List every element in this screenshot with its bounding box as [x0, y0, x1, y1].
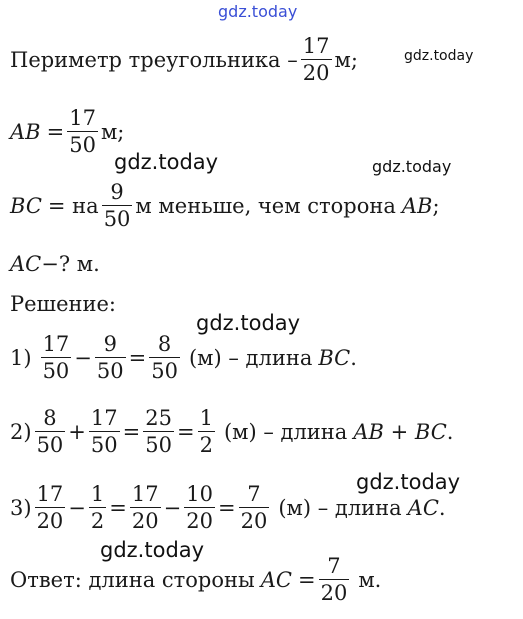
ab-unit: м; [100, 120, 125, 144]
watermark-ab: gdz.today [114, 150, 219, 174]
step3-line [10, 484, 446, 532]
equals: = [217, 496, 236, 520]
step1-end: . [350, 346, 357, 370]
fraction-numerator: 9 [110, 180, 124, 204]
equals: = [109, 496, 127, 520]
step2-ref: AB + BC [353, 420, 447, 444]
fraction-denominator: 50 [96, 359, 124, 383]
fraction-numerator: 10 [186, 482, 213, 506]
fraction-denominator: 50 [151, 359, 178, 383]
fraction-numerator: 17 [36, 482, 64, 506]
watermark-answer: gdz.today [100, 538, 205, 562]
fraction-numerator: 1 [90, 482, 105, 506]
fraction-numerator: 1 [199, 406, 213, 430]
fraction-denominator: 20 [240, 509, 268, 533]
step1-fraction-a [41, 334, 72, 382]
step1-ref: BC [318, 346, 351, 370]
step3-end: . [438, 496, 446, 520]
step2-fraction-b [89, 408, 120, 456]
operator: − [163, 496, 182, 520]
answer-line [10, 556, 381, 604]
perimeter-unit: м; [334, 48, 358, 72]
watermark-perimeter: gdz.today [404, 48, 474, 64]
fraction-denominator: 50 [36, 433, 64, 457]
answer-unit: м. [358, 568, 382, 592]
bc-text: м меньше, чем сторона [135, 194, 396, 218]
step3-fraction-c [130, 484, 161, 532]
fraction-numerator: 17 [302, 34, 330, 58]
fraction-denominator: 50 [69, 133, 96, 157]
step3-ref: AC [407, 496, 439, 520]
fraction-denominator: 20 [131, 509, 159, 533]
operator: − [74, 346, 92, 370]
fraction-denominator: 20 [320, 581, 348, 605]
answer-ref: AC [260, 568, 292, 592]
equals: = [122, 420, 141, 444]
step-number: 3) [10, 496, 32, 520]
fraction-numerator: 17 [42, 332, 70, 356]
fraction-denominator: 50 [103, 207, 131, 231]
bc-ref: AB [401, 194, 433, 218]
equals: = [128, 346, 147, 370]
watermark-top: gdz.today [218, 2, 298, 21]
fraction-denominator: 50 [145, 433, 172, 457]
step2-text: (м) – длина [223, 420, 348, 444]
fraction-denominator: 20 [302, 61, 330, 85]
ac-text: −? м. [41, 252, 100, 276]
step2-fraction-result [143, 408, 174, 456]
watermark-step3: gdz.today [356, 470, 461, 494]
ab-fraction [67, 108, 98, 156]
step2-fraction-a [35, 408, 66, 456]
fraction-denominator: 2 [199, 433, 213, 457]
perimeter-line [10, 36, 358, 84]
step1-line [10, 334, 357, 382]
step1-fraction-result [149, 334, 180, 382]
fraction-denominator: 20 [186, 509, 213, 533]
fraction-denominator: 50 [42, 359, 70, 383]
operator: + [68, 420, 86, 444]
watermark-right: gdz.today [372, 157, 452, 176]
step2-fraction-simplified [198, 408, 215, 456]
bc-line [10, 182, 440, 230]
step1-text: (м) – длина [188, 346, 313, 370]
ab-eq: = [46, 120, 65, 144]
step-number: 2) [10, 420, 32, 444]
ac-label: AC [10, 252, 42, 276]
ab-line [10, 108, 124, 156]
solution-heading: Решение: [10, 292, 117, 316]
operator: − [68, 496, 86, 520]
fraction-numerator: 8 [43, 406, 57, 430]
perimeter-label: Периметр треугольника – [10, 48, 298, 72]
equals: = [176, 420, 195, 444]
step3-text: (м) – длина [278, 496, 402, 520]
ac-line [10, 252, 100, 276]
step2-line [10, 408, 453, 456]
ab-label: AB [10, 120, 41, 144]
answer-fraction [319, 556, 350, 604]
perimeter-fraction [301, 36, 332, 84]
bc-end: ; [432, 194, 440, 218]
fraction-denominator: 20 [36, 509, 64, 533]
answer-label: Ответ: длина стороны [10, 568, 255, 592]
fraction-denominator: 2 [90, 509, 105, 533]
fraction-numerator: 17 [90, 406, 118, 430]
step3-fraction-b [89, 484, 106, 532]
fraction-numerator: 7 [327, 554, 341, 578]
step3-fraction-a [35, 484, 66, 532]
step-number: 1) [10, 346, 32, 370]
fraction-numerator: 7 [247, 482, 261, 506]
fraction-numerator: 25 [145, 406, 172, 430]
step3-fraction-d [184, 484, 215, 532]
bc-fraction [102, 182, 133, 230]
fraction-denominator: 50 [90, 433, 118, 457]
step2-end: . [446, 420, 454, 444]
bc-eq: = на [47, 194, 99, 218]
bc-label: BC [10, 194, 42, 218]
step3-fraction-result [239, 484, 270, 532]
equals: = [297, 568, 316, 592]
watermark-solution: gdz.today [196, 311, 301, 335]
fraction-numerator: 17 [131, 482, 159, 506]
step1-fraction-b [95, 334, 126, 382]
fraction-numerator: 9 [103, 332, 117, 356]
fraction-numerator: 17 [69, 106, 96, 130]
fraction-numerator: 8 [157, 332, 172, 356]
